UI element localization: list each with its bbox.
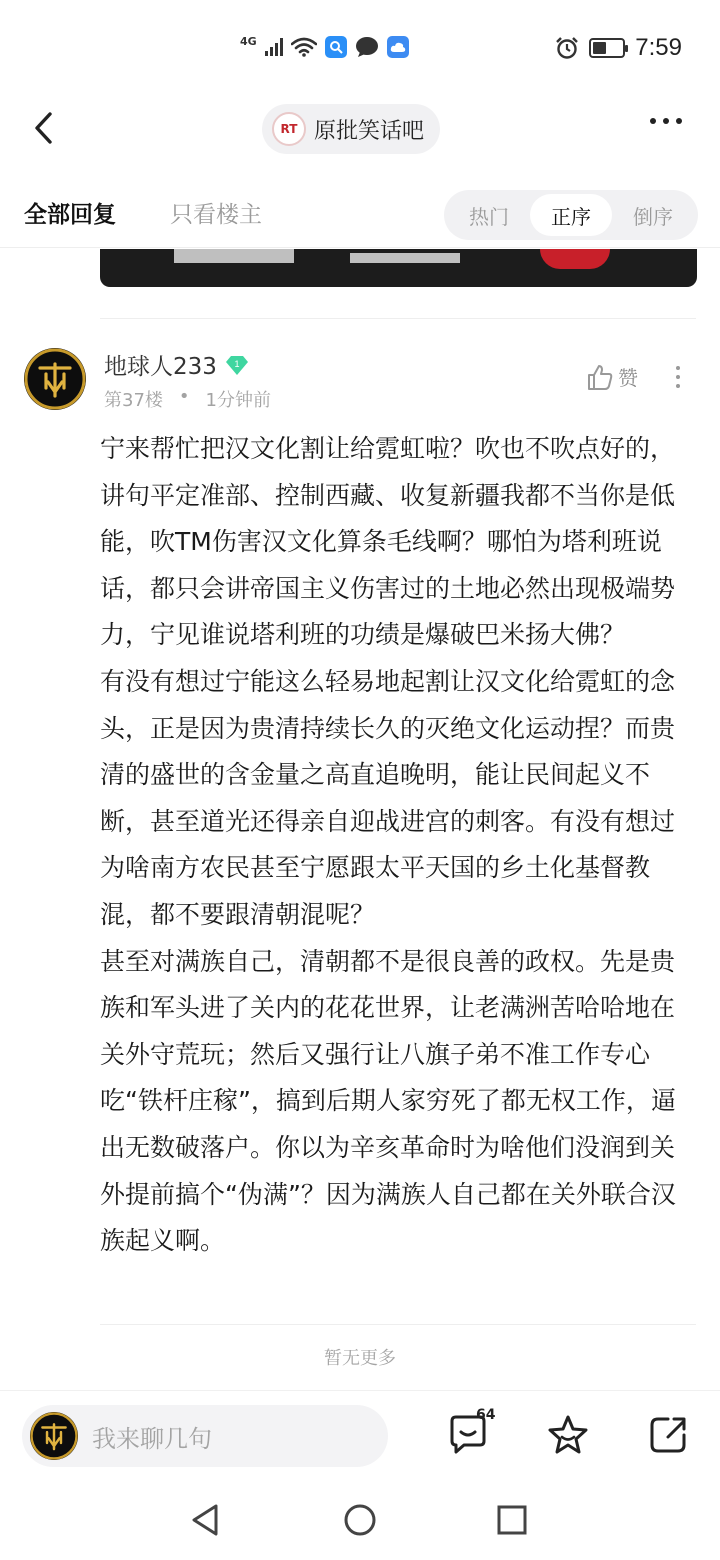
sort-ascending[interactable]: 正序 — [530, 194, 612, 236]
nav-back-icon[interactable] — [188, 1502, 224, 1538]
comment-count: 64 — [476, 1407, 496, 1423]
tab-owner-only[interactable]: 只看楼主 — [170, 202, 262, 228]
post-more-icon[interactable] — [676, 366, 680, 388]
more-options-icon[interactable] — [650, 118, 682, 124]
level-number: 1 — [234, 358, 240, 369]
post-content — [100, 426, 692, 1265]
username-row — [104, 348, 249, 381]
reply-bar — [0, 1390, 720, 1480]
nav-home-icon[interactable] — [342, 1502, 378, 1538]
message-app-icon — [355, 36, 379, 58]
status-right-icons — [555, 34, 682, 62]
my-avatar — [30, 1412, 78, 1460]
reply-placeholder: 我来聊几句 — [92, 1424, 212, 1453]
tab-all-replies[interactable]: 全部回复 — [24, 202, 116, 228]
star-favorite-icon[interactable] — [546, 1413, 590, 1457]
clock: 7:59 — [635, 34, 682, 61]
sort-segmented-control — [444, 190, 698, 240]
previous-post-image[interactable] — [100, 249, 697, 287]
alarm-icon — [555, 36, 579, 60]
network-type: 4G — [240, 34, 257, 48]
status-left-icons — [240, 36, 409, 58]
no-more-label: 暂无更多 — [324, 1348, 396, 1369]
divider — [100, 318, 696, 319]
reply-filter-tabs — [0, 186, 720, 248]
forum-title-pill[interactable] — [262, 104, 440, 154]
wifi-icon — [291, 37, 317, 57]
cloud-app-icon — [387, 36, 409, 58]
nav-recents-icon[interactable] — [494, 1502, 530, 1538]
battery-icon — [589, 38, 625, 58]
post-time: 1分钟前 — [205, 390, 271, 411]
top-header — [0, 100, 720, 160]
back-arrow-icon[interactable] — [28, 108, 64, 148]
post-paragraph: 甚至对满族自己，清朝都不是很良善的政权。先是贵族和军头进了关内的花花世界，让老满洲苦哈哈地在关外守荒玩；然后又强行让八旗子弟不准工作专心吃“铁杆庄稼”，搞到后期人家穷死了都无权工作，逼出无数破落户。你以为辛亥革命时为啥他们没润到关外提前搞个“伪满”？因为满族人自己都在关外联合汉族起义啊。 — [100, 946, 676, 1256]
signal-icon — [265, 38, 283, 56]
forum-logo-text: RT — [280, 122, 298, 136]
username[interactable]: 地球人233 — [104, 354, 217, 380]
system-nav-bar — [0, 1480, 720, 1560]
sort-descending[interactable]: 倒序 — [633, 204, 673, 229]
floor-number: 第37楼 — [104, 390, 163, 411]
divider — [100, 1324, 696, 1325]
post-meta — [104, 386, 271, 412]
level-badge-icon — [225, 353, 249, 377]
status-bar — [0, 0, 720, 100]
user-avatar[interactable] — [24, 348, 86, 410]
share-icon[interactable] — [646, 1413, 690, 1457]
sort-hot[interactable]: 热门 — [469, 204, 509, 229]
like-label: 赞 — [618, 366, 638, 390]
forum-logo — [272, 112, 306, 146]
like-button[interactable] — [586, 362, 638, 391]
thumbs-up-icon — [586, 363, 614, 391]
reply-input[interactable] — [22, 1405, 388, 1467]
post-paragraph: 有没有想过宁能这么轻易地起割让汉文化给霓虹的念头，正是因为贵清持续长久的灭绝文化运动捏？而贵清的盛世的含金量之高直追晚明，能让民间起义不断，甚至道光还得亲自迎战进宫的刺客。有没有想过为啥南方农民甚至宁愿跟太平天国的乡土化基督教混，都不要跟清朝混呢？ — [100, 666, 676, 929]
post-paragraph: 宁来帮忙把汉文化割让给霓虹啦？吹也不吹点好的，讲句平定准部、控制西藏、收复新疆我都不当你是低能，吹TM伤害汉文化算条毛线啊？哪怕为塔利班说话，都只会讲帝国主义伤害过的土地必然出现极端势力，宁见谁说塔利班的功绩是爆破巴米扬大佛？ — [100, 434, 676, 650]
meta-separator: • — [178, 386, 190, 407]
search-app-icon — [325, 36, 347, 58]
forum-name: 原批笑话吧 — [314, 118, 425, 144]
